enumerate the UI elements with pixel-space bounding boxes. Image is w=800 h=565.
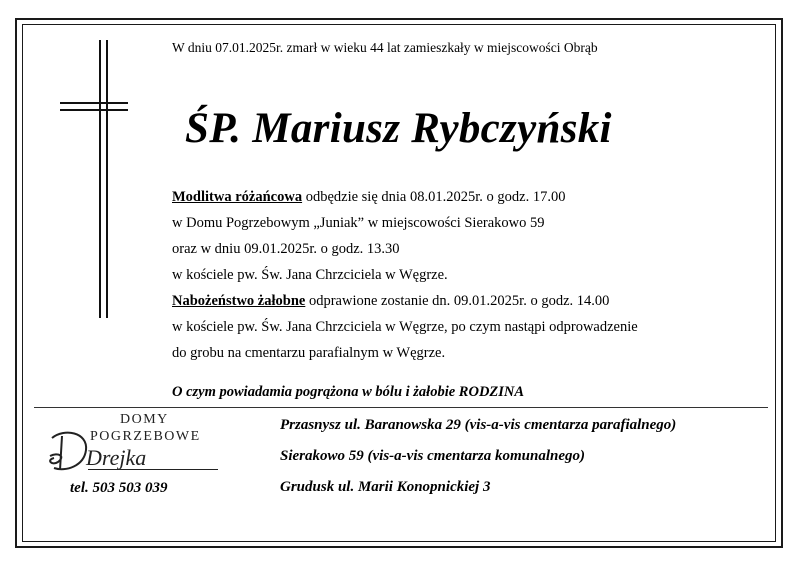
logo-underline [88,469,218,470]
rosary-line-2: w Domu Pogrzebowym „Juniak” w miejscowości Sierakowo 59 [172,215,545,231]
family-closing: O czym powiadamia pogrążona w bólu i żałobie RODZINA [172,384,525,400]
mass-label: Nabożeństwo żałobne [172,293,306,309]
phone-number: tel. 503 503 039 [70,480,168,496]
mass-line-1 [172,288,638,314]
address-item: Grudusk ul. Marii Konopnickiej 3 [280,479,491,495]
rosary-line-4: w kościele pw. Św. Jana Chrzciciela w Węgrze. [172,267,448,283]
swirl-d-icon [44,426,92,476]
mass-line-2: w kościele pw. Św. Jana Chrzciciela w Węgrze, po czym nastąpi odprowadzenie [172,319,638,335]
divider [34,407,768,408]
mass-line-3: do grobu na cmentarzu parafialnym w Węgrze. [172,345,446,361]
address-item: Sierakowo 59 (vis-a-vis cmentarza komunalnego) [280,448,586,464]
logo-brand: Drejka [86,445,147,470]
cross-icon [60,40,130,320]
address-item: Przasnysz ul. Baranowska 29 (vis-a-vis cmentarza parafialnego) [280,417,677,433]
logo-pogrzebowe: POGRZEBOWE [90,429,201,444]
death-notice-line: W dniu 07.01.2025r. zmarł w wieku 44 lat zamieszkały w miejscowości Obrąb [172,40,598,55]
deceased-name: ŚP. Mariusz Rybczyński [185,105,612,152]
logo-domy: DOMY [120,412,169,427]
rosary-line-1 [172,184,638,210]
rosary-label: Modlitwa różańcowa [172,189,303,205]
mass-text: odprawione zostanie dn. 09.01.2025r. o godz. 14.00 [305,293,610,309]
address-list [280,415,676,508]
rosary-line-3: oraz w dniu 09.01.2025r. o godz. 13.30 [172,241,400,257]
rosary-text: odbędzie się dnia 08.01.2025r. o godz. 17.00 [302,189,566,205]
ceremony-details [172,184,638,366]
